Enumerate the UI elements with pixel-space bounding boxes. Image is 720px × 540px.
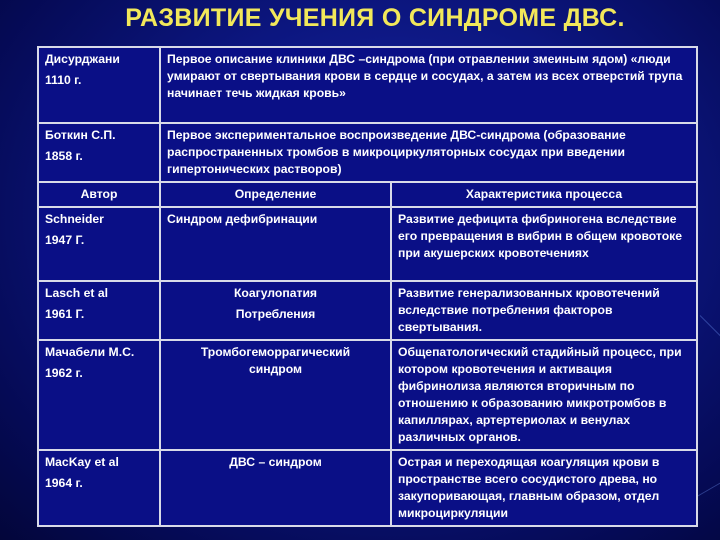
characteristic-cell: Общепатологический стадийный процесс, при котором кровотечения и активация фибринолиза являются вторичным по отношению к образованию микротромбов в капиллярах, артертериолах и венулах различных органов.	[391, 340, 697, 450]
table-row	[38, 123, 697, 182]
author-cell	[38, 340, 160, 450]
author-name: Lasch et al	[45, 286, 108, 300]
author-year: 1961 Г.	[45, 307, 85, 321]
description-cell: Первое описание клиники ДВС –синдрома (при отравлении змеиным ядом) «люди умирают от свертывания крови в сердце и сосудах, а затем из всех отверстий трупа начинает течь жидкая кровь»	[160, 47, 697, 123]
definition-cell	[160, 281, 391, 340]
table-row	[38, 281, 697, 340]
author-year: 1110 г.	[45, 73, 82, 87]
table-row	[38, 450, 697, 526]
header-characteristic: Характеристика процесса	[391, 182, 697, 207]
definition-cell	[160, 207, 391, 281]
author-name: Дисурджани	[45, 52, 120, 66]
table-row	[38, 207, 697, 281]
author-cell	[38, 47, 160, 123]
table-header-row	[38, 182, 697, 207]
definition-text: Коагулопатия	[233, 286, 318, 300]
definition-text: ДВС – синдром	[229, 455, 322, 469]
author-name: Мачабели М.С.	[45, 345, 135, 359]
definition-cell	[160, 450, 391, 526]
table-row	[38, 47, 697, 123]
author-year: 1964 г.	[45, 476, 83, 490]
definition-text: Синдром дефибринации	[167, 212, 318, 226]
characteristic-cell: Развитие генерализованных кровотечений вследствие потребления факторов свертывания.	[391, 281, 697, 340]
definition-cell	[160, 340, 391, 450]
characteristic-cell: Развитие дефицита фибриногена вследствие его превращения в вибрин в общем кровотоке при акушерских кровотечениях	[391, 207, 697, 281]
slide-title: РАЗВИТИЕ УЧЕНИЯ О СИНДРОМЕ ДВС.	[125, 4, 625, 32]
definition-text-line2: Потребления	[235, 307, 316, 321]
author-year: 1858 г.	[45, 149, 83, 163]
author-cell	[38, 207, 160, 281]
background-streak	[700, 315, 720, 344]
author-name: Боткин С.П.	[45, 128, 116, 142]
author-year: 1947 Г.	[45, 233, 85, 247]
author-cell	[38, 450, 160, 526]
header-definition: Определение	[160, 182, 391, 207]
definition-text: Тромбогеморрагический синдром	[200, 345, 351, 376]
author-cell	[38, 281, 160, 340]
author-cell	[38, 123, 160, 182]
header-author: Автор	[38, 182, 160, 207]
description-cell: Первое экспериментальное воспроизведение ДВС-синдрома (образование распространенных тромбов в микроциркуляторных сосудах при введении гипертонических растворов)	[160, 123, 697, 182]
characteristic-cell: Острая и переходящая коагуляция крови в пространстве всего сосудистого древа, но закупоривающая, главным образом, отдел микроциркуляции	[391, 450, 697, 526]
author-name: Schneider	[45, 212, 104, 226]
dic-history-table	[37, 46, 698, 527]
author-name: MacKay et al	[45, 455, 119, 469]
author-year: 1962 г.	[45, 366, 83, 380]
table-row	[38, 340, 697, 450]
